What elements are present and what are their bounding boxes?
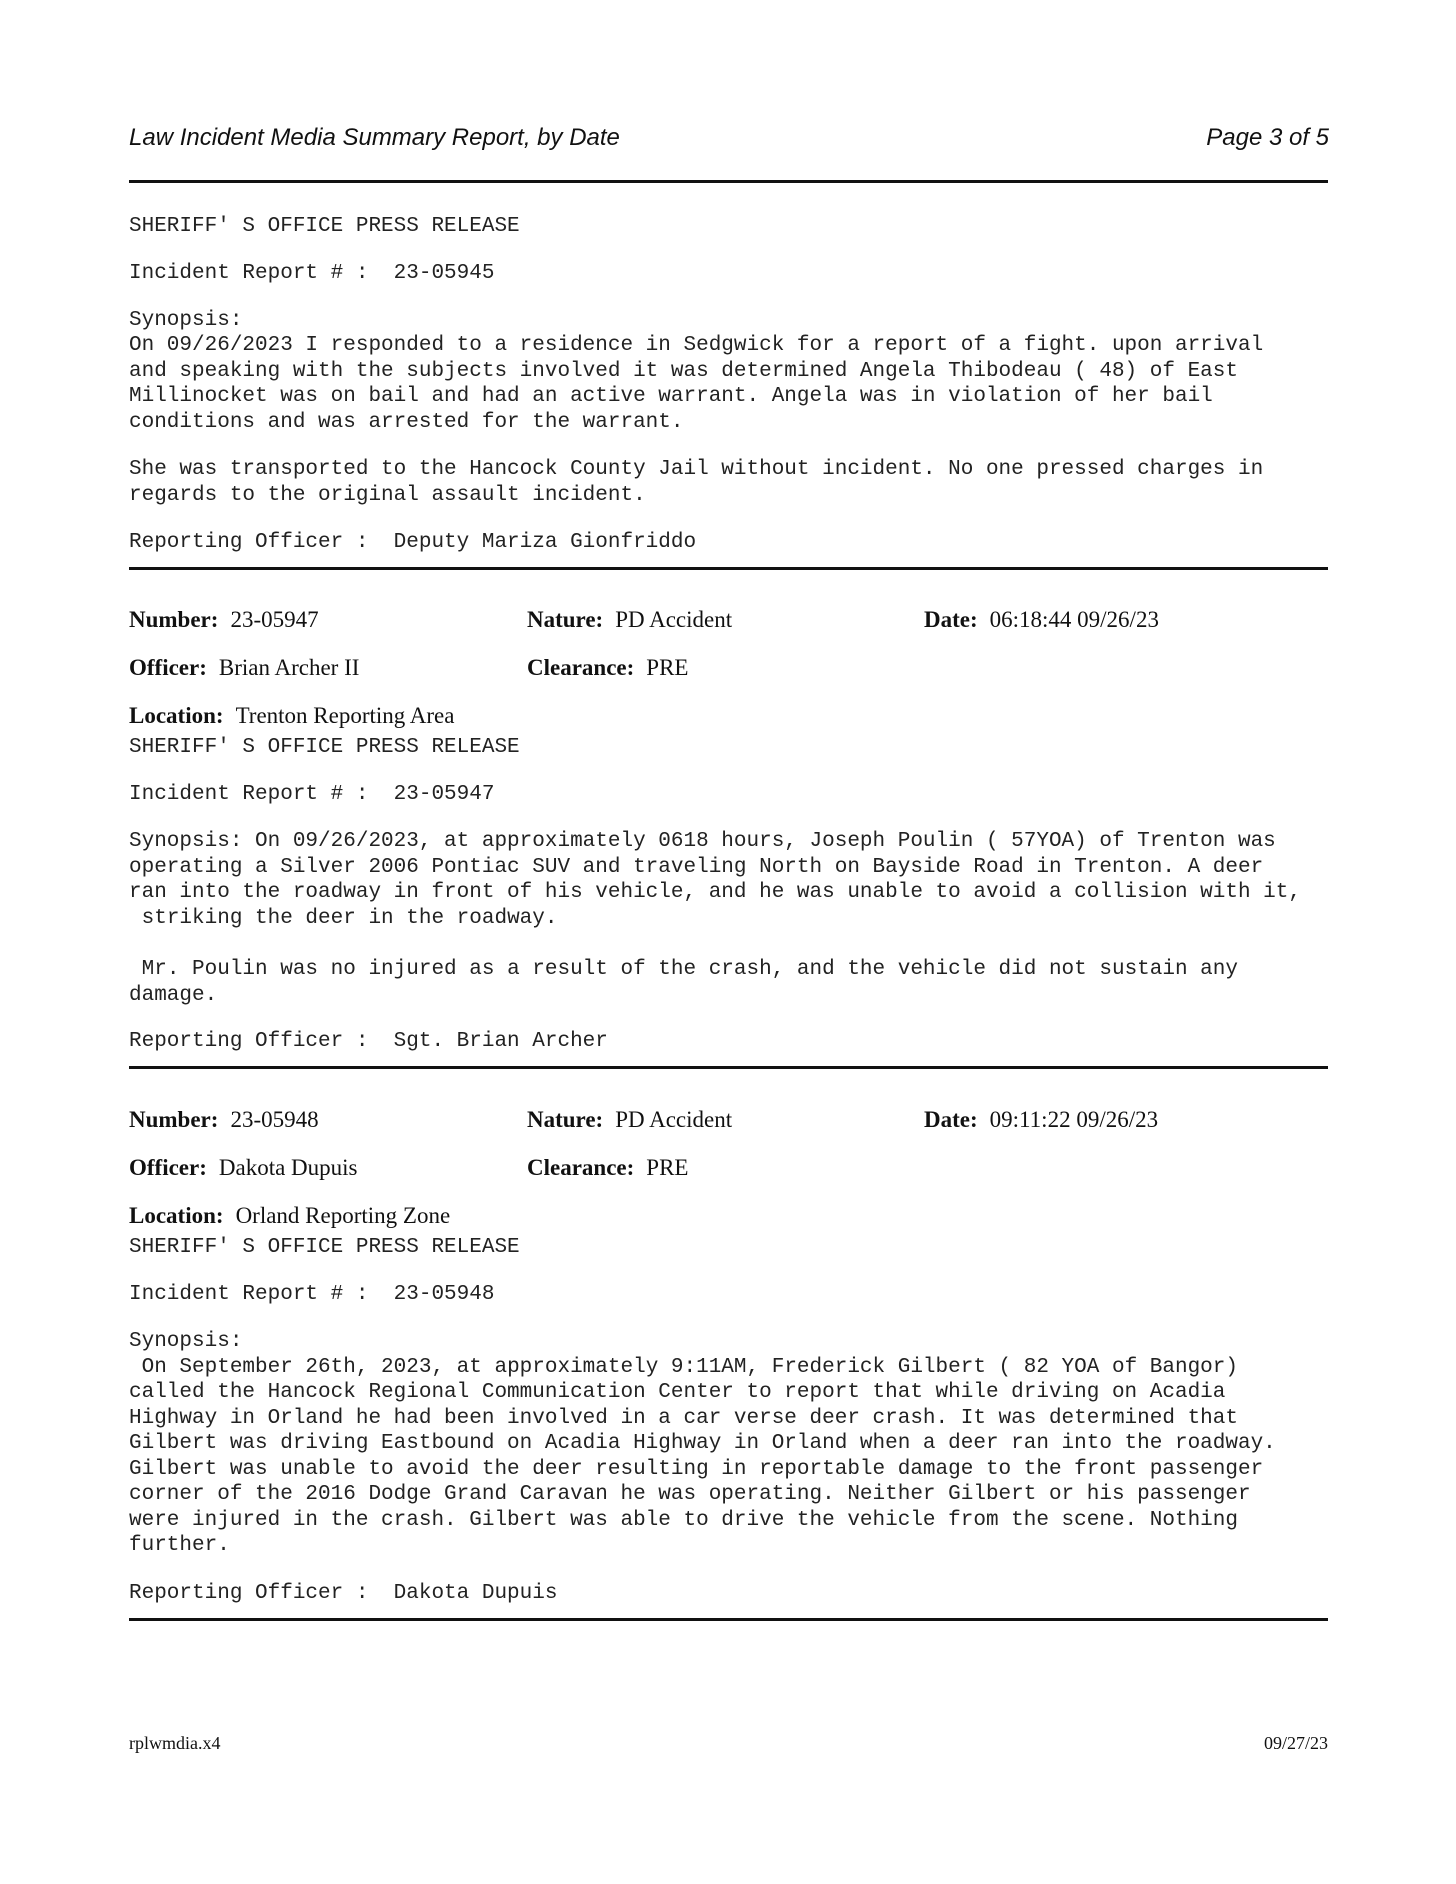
reporting-officer: Reporting Officer : Deputy Mariza Gionfriddo xyxy=(129,531,697,554)
reporting-officer: Reporting Officer : Sgt. Brian Archer xyxy=(129,1030,608,1053)
nature-value: PD Accident xyxy=(615,1107,733,1132)
officer-value: Dakota Dupuis xyxy=(218,1155,358,1180)
incident-number-value: 23-05947 xyxy=(230,607,319,632)
officer-value: Brian Archer II xyxy=(218,655,360,680)
page-header xyxy=(129,124,1329,158)
footer-print-date: 09/27/23 xyxy=(1263,1733,1328,1753)
clearance-field: Clearance: PRE xyxy=(527,1155,689,1180)
press-release-label: SHERIFF' S OFFICE PRESS RELEASE xyxy=(129,215,520,238)
date-value: 09:11:22 09/26/23 xyxy=(989,1107,1159,1132)
officer-field: Officer: Dakota Dupuis xyxy=(129,1155,358,1180)
reporting-officer: Reporting Officer : Dakota Dupuis xyxy=(129,1582,558,1605)
footer-report-code: rplwmdia.x4 xyxy=(129,1733,221,1753)
incident-report-number: Incident Report # : 23-05945 xyxy=(129,262,495,285)
section-rule xyxy=(129,1066,1328,1069)
section-rule xyxy=(129,1618,1328,1621)
synopsis-label: Synopsis: xyxy=(129,309,243,332)
nature-value: PD Accident xyxy=(615,607,733,632)
incident-number-field: Number: 23-05947 xyxy=(129,607,319,632)
clearance-field: Clearance: PRE xyxy=(527,655,689,680)
report-title: Law Incident Media Summary Report, by Date xyxy=(129,124,620,151)
incident-report-number: Incident Report # : 23-05948 xyxy=(129,1283,495,1306)
location-value: Trenton Reporting Area xyxy=(235,703,455,728)
incident-number-field: Number: 23-05948 xyxy=(129,1107,319,1132)
location-field: Location: Trenton Reporting Area xyxy=(129,703,455,728)
press-release-label: SHERIFF' S OFFICE PRESS RELEASE xyxy=(129,736,520,759)
incident-number-value: 23-05948 xyxy=(230,1107,319,1132)
nature-field: Nature: PD Accident xyxy=(527,1107,733,1132)
page-number: Page 3 of 5 xyxy=(1206,124,1329,151)
incident-report-number: Incident Report # : 23-05947 xyxy=(129,783,495,806)
clearance-value: PRE xyxy=(646,1155,689,1180)
synopsis-text: Synopsis: On September 26th, 2023, at approximately 9:11AM, Frederick Gilbert ( 82 YOA of Bangor) called the Hancock Regional Communication Center to report that while driving on Acadia Highway in Orland he had been involved in a car verse deer crash. It was determined that Gilbert was driving Eastbound on Acadia Highway in Orland when a deer ran into the roadway. Gilbert was unable to avoid the deer resulting in reportable damage to the front passenger corner of the 2016 Dodge Grand Caravan he was operating. Neither Gilbert or his passenger were injured in the crash. Gilbert was able to drive the vehicle from the scene. Nothing further. xyxy=(129,1330,1276,1557)
date-field: Date: 06:18:44 09/26/23 xyxy=(924,607,1159,632)
officer-field: Officer: Brian Archer II xyxy=(129,655,360,680)
header-rule xyxy=(129,180,1328,183)
clearance-value: PRE xyxy=(646,655,689,680)
synopsis-text: Synopsis: On 09/26/2023, at approximately 0618 hours, Joseph Poulin ( 57YOA) of Trenton was operating a Silver 2006 Pontiac SUV and traveling North on Bayside Road in Trenton. A deer ran into the roadway in front of his vehicle, and he was unable to avoid a collision with it, striking the deer in the roadway. xyxy=(129,830,1301,930)
press-release-label: SHERIFF' S OFFICE PRESS RELEASE xyxy=(129,1236,520,1259)
section-rule xyxy=(129,567,1328,570)
date-value: 06:18:44 09/26/23 xyxy=(989,607,1159,632)
location-field: Location: Orland Reporting Zone xyxy=(129,1203,451,1228)
synopsis-text: On 09/26/2023 I responded to a residence in Sedgwick for a report of a fight. upon arrival and speaking with the subjects involved it was determined Angela Thibodeau ( 48) of East Millinocket was on bail and had an active warrant. Angela was in violation of her bail conditions and was arrested for the warrant. xyxy=(129,334,1264,434)
nature-field: Nature: PD Accident xyxy=(527,607,733,632)
location-value: Orland Reporting Zone xyxy=(235,1203,451,1228)
synopsis-text: Mr. Poulin was no injured as a result of the crash, and the vehicle did not sustain any damage. xyxy=(129,958,1238,1007)
date-field: Date: 09:11:22 09/26/23 xyxy=(924,1107,1159,1132)
synopsis-text: She was transported to the Hancock County Jail without incident. No one pressed charges in regards to the original assault incident. xyxy=(129,458,1264,507)
